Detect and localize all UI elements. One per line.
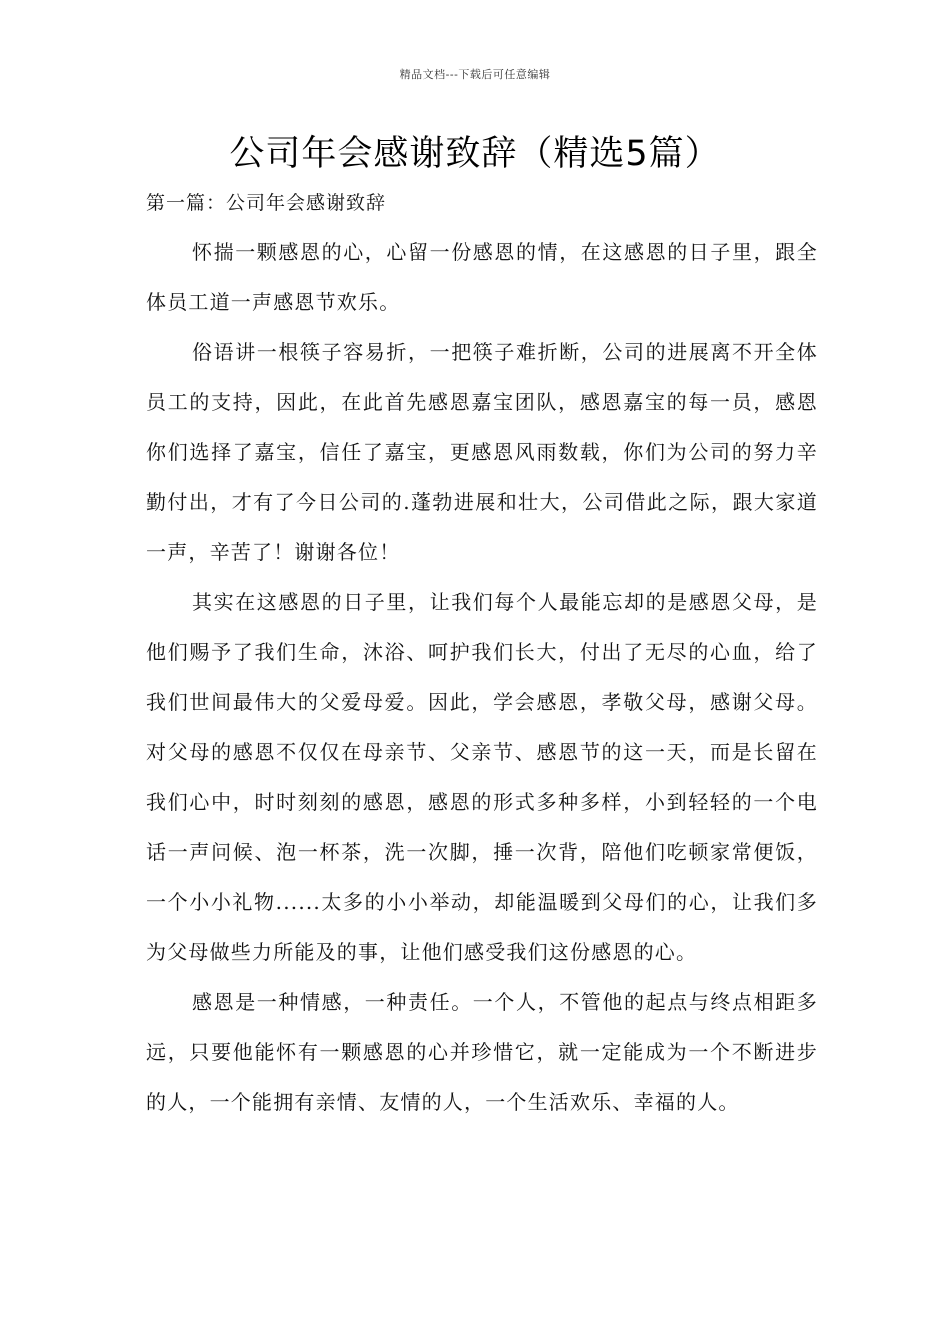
- document-body: [146, 227, 818, 1127]
- paragraph: 怀揣一颗感恩的心，心留一份感恩的情，在这感恩的日子里，跟全体员工道一声感恩节欢乐。: [146, 240, 818, 314]
- document-title: 公司年会感谢致辞（精选5篇）: [229, 134, 721, 174]
- paragraph: 其实在这感恩的日子里，让我们每个人最能忘却的是感恩父母，是他们赐予了我们生命，沐浴、呵护我们长大，付出了无尽的心血，给了我们世间最伟大的父爱母爱。因此，学会感恩，孝敬父母，感谢父母。对父母的感恩不仅仅在母亲节、父亲节、感恩节的这一天，而是长留在我们心中，时时刻刻的感恩，感恩的形式多种多样，小到轻轻的一个电话一声问候、泡一杯茶，洗一次脚，捶一次背，陪他们吃顿家常便饭，一个小小礼物......太多的小小举动，却能温暖到父母们的心，让我们多为父母做些力所能及的事，让他们感受我们这份感恩的心。: [146, 590, 818, 964]
- paragraph: 俗语讲一根筷子容易折，一把筷子难折断，公司的进展离不开全体员工的支持，因此，在此首先感恩嘉宝团队，感恩嘉宝的每一员，感恩你们选择了嘉宝，信任了嘉宝，更感恩风雨数载，你们为公司的努力辛勤付出，才有了今日公司的.蓬勃进展和壮大，公司借此之际，跟大家道一声，辛苦了！谢谢各位！: [146, 340, 818, 564]
- header-note: 精品文档---下载后可任意编辑: [399, 68, 551, 81]
- section-heading: 第一篇：公司年会感谢致辞: [146, 192, 387, 214]
- paragraph: 感恩是一种情感，一种责任。一个人，不管他的起点与终点相距多远，只要他能怀有一颗感恩的心并珍惜它，就一定能成为一个不断进步的人，一个能拥有亲情、友情的人，一个生活欢乐、幸福的人。: [146, 990, 818, 1114]
